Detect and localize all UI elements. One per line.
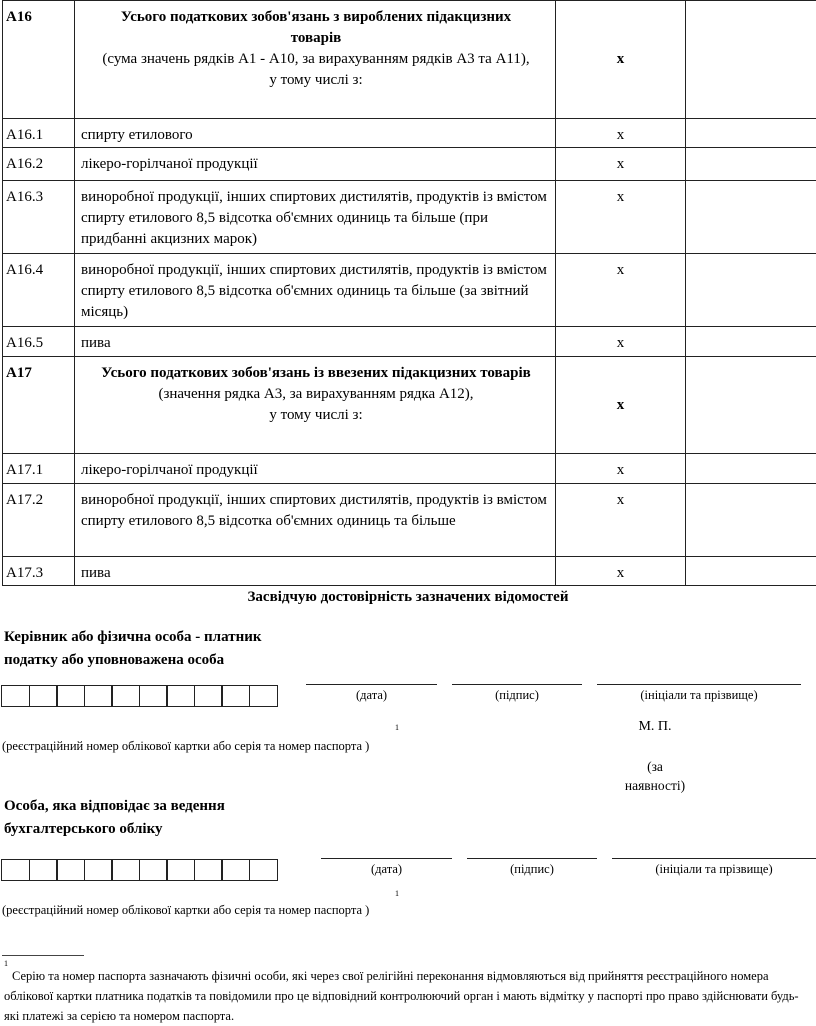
id-digit-box[interactable] [29, 859, 58, 881]
row-mark: x [556, 327, 686, 357]
row-subtitle: (сума значень рядків А1 - А10, за вирахуванням рядків А3 та А11), [81, 49, 551, 70]
footnote-marker: 1 [4, 959, 8, 968]
row-value-cell[interactable] [686, 484, 816, 557]
row-mark: x [556, 148, 686, 181]
table-row-a17-1 [3, 454, 816, 484]
row-value-cell[interactable] [686, 119, 816, 148]
signatory-2-footnote-ref[interactable]: 1 [395, 889, 399, 898]
row-mark: x [556, 484, 686, 557]
id-digit-box[interactable] [1, 859, 30, 881]
signatory-1-id-boxes [1, 685, 278, 707]
row-mark: x [556, 454, 686, 484]
row-title: Усього податкових зобов'язань із ввезених підакцизних товарів [81, 363, 551, 384]
stamp-note-line2: наявності) [610, 776, 700, 795]
stamp-note [610, 757, 700, 795]
signatory-1-footnote-ref[interactable]: 1 [395, 723, 399, 732]
row-value-cell[interactable] [686, 1, 816, 119]
row-description: пива [75, 557, 556, 586]
row-mark: x [556, 254, 686, 327]
row-mark: x [556, 357, 686, 454]
row-code: А17.1 [3, 454, 75, 484]
table-row-a16-5 [3, 327, 816, 357]
id-digit-box[interactable] [194, 685, 223, 707]
row-description: спирту етилового [75, 119, 556, 148]
signatory-2-date-caption: (дата) [321, 862, 452, 877]
row-code: А17 [3, 357, 75, 454]
signatory-2-name-caption: (ініціали та прізвище) [612, 862, 816, 877]
signatory-1-heading [4, 626, 262, 672]
signatory-1-signature-caption: (підпис) [452, 688, 582, 703]
footnote-separator [2, 955, 84, 956]
signatory-2-date-line[interactable] [321, 858, 452, 859]
row-description: виноробної продукції, інших спиртових дистилятів, продуктів із вмістом спирту етилового 8,5 відсотка об'ємних одиниць та більше (при придбанні акцизних марок) [75, 181, 556, 254]
table-row-a16-1 [3, 119, 816, 148]
row-value-cell[interactable] [686, 454, 816, 484]
id-digit-box[interactable] [249, 859, 278, 881]
row-description [75, 357, 556, 454]
id-digit-box[interactable] [249, 685, 278, 707]
id-digit-box[interactable] [111, 685, 140, 707]
row-description [75, 1, 556, 119]
row-value-cell[interactable] [686, 357, 816, 454]
signatory-2-id-boxes [1, 859, 278, 881]
row-mark: x [556, 557, 686, 586]
row-code: А16.3 [3, 181, 75, 254]
row-description: лікеро-горілчаної продукції [75, 148, 556, 181]
row-value-cell[interactable] [686, 557, 816, 586]
signatory-1-name-caption: (ініціали та прізвище) [597, 688, 801, 703]
row-description: пива [75, 327, 556, 357]
row-description: виноробної продукції, інших спиртових дистилятів, продуктів із вмістом спирту етилового 8,5 відсотка об'ємних одиниць та більше [75, 484, 556, 557]
id-digit-box[interactable] [221, 685, 250, 707]
tax-liabilities-table [2, 0, 816, 586]
table-row-a16-3 [3, 181, 816, 254]
table-row-a17-2 [3, 484, 816, 557]
row-mark: x [556, 1, 686, 119]
row-value-cell[interactable] [686, 181, 816, 254]
table-row-a16-4 [3, 254, 816, 327]
row-description: виноробної продукції, інших спиртових дистилятів, продуктів із вмістом спирту етилового 8,5 відсотка об'ємних одиниць та більше (за звітний місяць) [75, 254, 556, 327]
signatory-1-name-line[interactable] [597, 684, 801, 685]
id-digit-box[interactable] [221, 859, 250, 881]
row-mark: x [556, 119, 686, 148]
id-digit-box[interactable] [56, 685, 85, 707]
signatory-1-heading-line2: податку або уповноважена особа [4, 649, 262, 672]
id-digit-box[interactable] [111, 859, 140, 881]
stamp-label: М. П. [620, 719, 690, 735]
row-code: А16.5 [3, 327, 75, 357]
row-code: А17.3 [3, 557, 75, 586]
id-digit-box[interactable] [139, 685, 168, 707]
row-code: А16.4 [3, 254, 75, 327]
table-row-a17 [3, 357, 816, 454]
table-row-a17-3 [3, 557, 816, 586]
signatory-2-signature-caption: (підпис) [467, 862, 597, 877]
row-subtitle-2: у тому числі з: [81, 70, 551, 91]
id-digit-box[interactable] [1, 685, 30, 707]
signatory-2-id-caption: (реєстраційний номер облікової картки або серія та номер паспорта ) [2, 903, 369, 918]
id-digit-box[interactable] [166, 859, 195, 881]
signatory-2-name-line[interactable] [612, 858, 816, 859]
row-code: А16.1 [3, 119, 75, 148]
certification-heading: Засвідчую достовірність зазначених відомостей [0, 589, 816, 606]
row-value-cell[interactable] [686, 327, 816, 357]
signatory-1-signature-line[interactable] [452, 684, 582, 685]
id-digit-box[interactable] [139, 859, 168, 881]
row-code: А17.2 [3, 484, 75, 557]
table-row-a16-2 [3, 148, 816, 181]
id-digit-box[interactable] [56, 859, 85, 881]
signatory-2-heading-line2: бухгалтерського обліку [4, 818, 225, 841]
signatory-2-heading [4, 795, 225, 841]
signatory-1-heading-line1: Керівник або фізична особа - платник [4, 626, 262, 649]
row-description: лікеро-горілчаної продукції [75, 454, 556, 484]
signatory-2-signature-line[interactable] [467, 858, 597, 859]
signatory-1-id-caption: (реєстраційний номер облікової картки або серія та номер паспорта ) [2, 739, 369, 754]
signatory-1-date-line[interactable] [306, 684, 437, 685]
row-code: А16.2 [3, 148, 75, 181]
signatory-2-heading-line1: Особа, яка відповідає за ведення [4, 795, 225, 818]
row-value-cell[interactable] [686, 148, 816, 181]
row-subtitle-2: у тому числі з: [81, 405, 551, 426]
id-digit-box[interactable] [84, 859, 113, 881]
row-value-cell[interactable] [686, 254, 816, 327]
id-digit-box[interactable] [29, 685, 58, 707]
row-code: А16 [3, 1, 75, 119]
row-mark: x [556, 181, 686, 254]
table-row-a16 [3, 1, 816, 119]
row-subtitle: (значення рядка А3, за вирахуванням рядка А12), [81, 384, 551, 405]
stamp-note-line1: (за [610, 757, 700, 776]
id-digit-box[interactable] [194, 859, 223, 881]
signatory-1-date-caption: (дата) [306, 688, 437, 703]
row-title: Усього податкових зобов'язань з вироблених підакцизних товарів [81, 7, 551, 49]
id-digit-box[interactable] [166, 685, 195, 707]
footnote-text: Серію та номер паспорта зазначають фізичні особи, які через свої релігійні переконання відмовляються від прийняття реєстраційного номера облікової картки платника податків та повідомили про це відповідний контролюючий орган і мають відмітку у паспорті про право здійснювати будь-які платежі за серією та номером паспорта. [4, 966, 812, 1026]
id-digit-box[interactable] [84, 685, 113, 707]
